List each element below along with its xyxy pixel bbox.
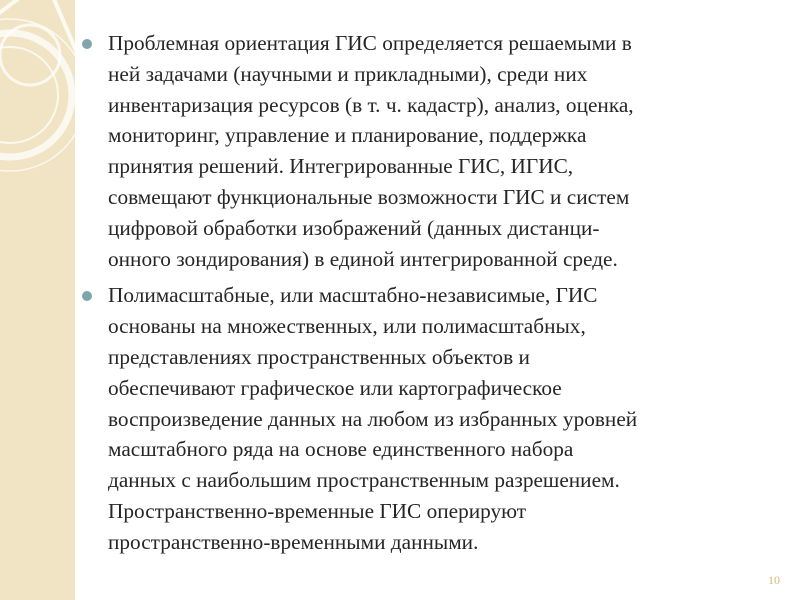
- text-line: Проблемная ориентация ГИС определяется решаемыми в: [108, 31, 632, 55]
- content-area: [80, 28, 780, 558]
- text-line: инвентаризация ресурсов (в т. ч. кадастр), анализ, оценка,: [108, 92, 634, 117]
- decorative-side-panel: [0, 0, 75, 600]
- text-line: Полимасштабные, или масштабно-независимые, ГИС: [108, 283, 598, 308]
- text-line: цифровой обработки изображений (данных дистанци-: [108, 215, 600, 240]
- text-line: обеспечивают графическое или картографическое: [108, 375, 562, 400]
- slide-number: 10: [768, 573, 780, 587]
- text-line: данных с наибольшим пространственным разрешением.: [108, 468, 620, 493]
- text-line: онного зондирования) в единой интегрированной среде.: [108, 246, 618, 271]
- text-line: мониторинг, управление и планирование, поддержка: [108, 123, 587, 148]
- bullet-text-1: [108, 28, 780, 274]
- text-line: принятия решений. Интегрированные ГИС, ИГИС,: [108, 154, 574, 179]
- text-line: Пространственно-временные ГИС оперируют: [108, 498, 527, 523]
- text-line: представлениях пространственных объектов и: [108, 344, 530, 369]
- bullet-dot-icon: [82, 39, 92, 49]
- text-line: пространственно-временными данными.: [108, 529, 479, 554]
- text-line: воспроизведение данных на любом из избранных уровней: [108, 406, 638, 431]
- bullet-item-2: [80, 280, 780, 557]
- bullet-text-2: [108, 280, 780, 557]
- text-line: масштабного ряда на основе единственного набора: [108, 437, 574, 462]
- text-line: совмещают функциональные возможности ГИС и систем: [108, 184, 630, 209]
- text-line: основаны на множественных, или полимасштабных,: [108, 314, 586, 339]
- bullet-item-1: [80, 28, 780, 274]
- decorative-circles-graphic: [0, 0, 75, 600]
- text-line: ней задачами (научными и прикладными), среди них: [108, 61, 588, 86]
- bullet-dot-icon: [82, 291, 92, 301]
